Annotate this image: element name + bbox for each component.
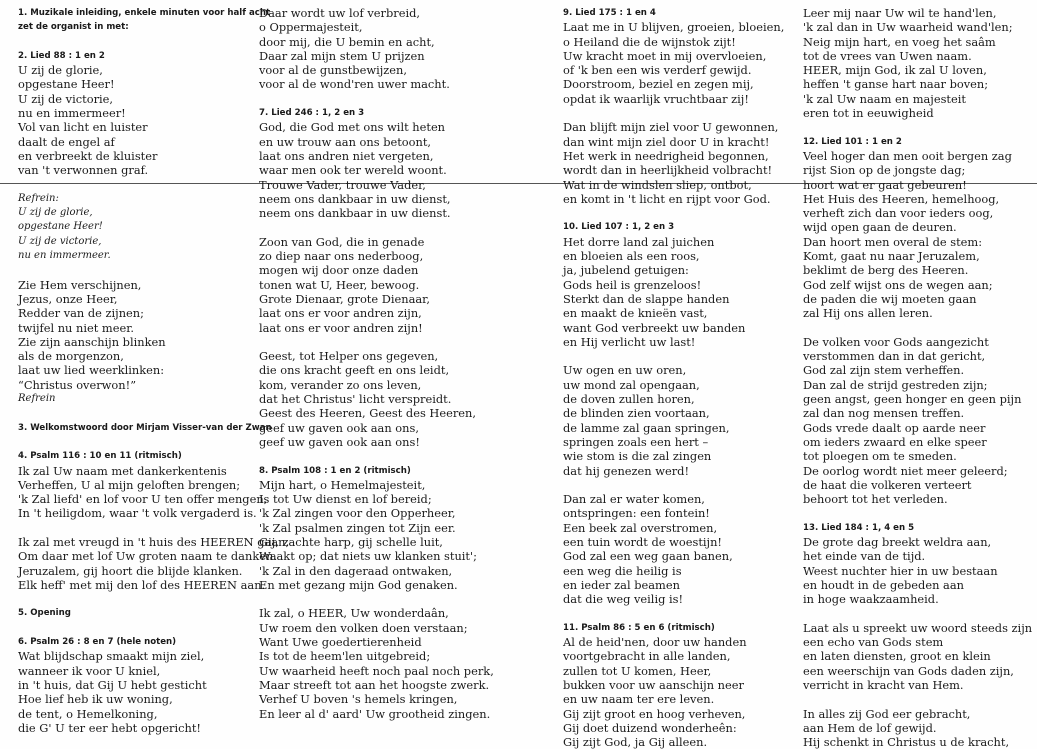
lyric-line: mogen wij door onze daden	[259, 263, 419, 278]
lyric-line: de doven zullen horen,	[563, 392, 695, 407]
lyric-line: Ik zal Uw naam met dankerkentenis	[18, 463, 227, 478]
lyric-line: geef uw gaven ook aan ons!	[259, 434, 420, 449]
lyric-line: laat uw lied weerklinken:	[18, 363, 165, 378]
lyric-line: God zal zijn stem verheffen.	[803, 363, 965, 378]
lyric-line: en maakt de knieën vast,	[563, 306, 708, 321]
line-gap	[259, 92, 494, 106]
section-heading: 11. Psalm 86 : 5 en 6 (ritmisch)	[563, 622, 715, 633]
lyric-line: laat ons er voor andren zijn!	[259, 320, 423, 335]
lyric-line: Zoon van God, die in genade	[259, 234, 425, 249]
lyric-line: Komt, gaat nu naar Jeruzalem,	[803, 249, 980, 264]
lyric-line: Hij schenkt in Christus u de kracht,	[803, 735, 1010, 749]
lyric-line: opdat ik waarlijk vruchtbaar zij!	[563, 91, 749, 106]
lyric-line: dat hij genezen werd!	[563, 463, 690, 478]
section-heading: 7. Lied 246 : 1, 2 en 3	[259, 108, 365, 119]
line-gap	[18, 178, 289, 192]
lyric-line: ontspringen: een fontein!	[563, 506, 710, 521]
line-gap	[803, 606, 1032, 620]
lyric-line: verheft zich dan voor ieders oog,	[803, 206, 994, 221]
lyric-line: In alles zij God eer gebracht,	[803, 706, 971, 721]
lyric-line: Mijn hart, o Hemelmajesteit,	[259, 477, 426, 492]
line-gap	[803, 120, 1032, 134]
lyric-line: bukken voor uw aanschijn neer	[563, 677, 744, 692]
lyric-line: twijfel nu niet meer.	[18, 320, 135, 335]
lyric-line: Refrein	[18, 393, 56, 405]
lyric-line: 'k Zal liefd' en lof voor U ten offer mengen,	[18, 492, 268, 507]
section-heading: 9. Lied 175 : 1 en 4	[563, 8, 656, 18]
line-gap	[259, 449, 494, 463]
lyric-line: nu en immermeer!	[18, 106, 126, 121]
lyric-line: Gij zijt groot en hoog verheven,	[563, 706, 746, 721]
lyric-line: Neig mijn hart, en voeg het saâm	[803, 34, 996, 49]
lyric-line: voortgebracht in alle landen,	[563, 649, 731, 664]
lyric-line: De oorlog wordt niet meer geleerd;	[803, 463, 1008, 478]
lyric-line: U zij de glorie,	[18, 207, 93, 219]
line-gap	[563, 106, 784, 120]
lyric-line: U zij de glorie,	[18, 63, 103, 78]
lyric-line: opgestane Heer!	[18, 77, 115, 92]
lyric-line: uw mond zal opengaan,	[563, 377, 700, 392]
lyric-line: laat ons er voor andren zijn,	[259, 306, 422, 321]
lyric-line: behoort tot het verleden.	[803, 492, 948, 507]
line-gap	[18, 621, 289, 635]
section-heading: 12. Lied 101 : 1 en 2	[803, 136, 902, 147]
lyric-line: dan wint mijn ziel door U in kracht!	[563, 134, 770, 149]
lyric-line: het einde van de tijd.	[803, 549, 926, 564]
lyric-line: neem ons dankbaar in uw dienst.	[259, 206, 451, 221]
lyric-line: Uw kracht moet in mij overvloeien,	[563, 48, 767, 63]
lyric-line: Weest nuchter hier in uw bestaan	[803, 563, 998, 578]
lyric-line: Vol van licht en luister	[18, 120, 148, 135]
lyric-line: voor al de wond'ren uwer macht.	[259, 77, 450, 92]
lyric-line: En met gezang mijn God genaken.	[259, 577, 458, 592]
lyric-line: Redder van de zijnen;	[18, 306, 144, 321]
line-gap	[259, 335, 494, 349]
line-gap	[563, 349, 784, 363]
lyric-line: wanneer ik voor U kniel,	[18, 663, 161, 678]
lyric-line: Om daar met lof Uw groten naam te danken.	[18, 549, 277, 564]
lyric-line: o Heiland die de wijnstok zijt!	[563, 34, 736, 49]
lyric-line: Leer mij naar Uw wil te hand'len,	[803, 6, 997, 20]
lyric-line: In 't heiligdom, waar 't volk vergaderd is.	[18, 506, 257, 521]
lyric-line: Al de heid'nen, door uw handen	[563, 635, 747, 650]
line-gap	[803, 506, 1032, 520]
lyric-line: Waakt op; dat niets uw klanken stuit';	[259, 549, 477, 564]
lyric-line: Gods heil is grenzeloos!	[563, 277, 702, 292]
lyric-line: 'k Zal psalmen zingen tot Zijn eer.	[259, 520, 456, 535]
line-gap	[563, 206, 784, 220]
lyric-line: neem ons dankbaar in uw dienst,	[259, 191, 451, 206]
lyric-line: Uw ogen en uw oren,	[563, 363, 687, 378]
line-gap	[18, 35, 289, 49]
lyric-line: of 'k ben een wis verderf gewijd.	[563, 63, 752, 78]
lyric-line: en uw trouw aan ons betoont,	[259, 134, 432, 149]
lyric-line: nu en immermeer.	[18, 250, 111, 262]
lyric-line: ja, jubelend getuigen:	[563, 263, 689, 278]
lyric-line: tot ploegen om te smeden.	[803, 449, 957, 464]
lyric-line: en ieder zal beamen	[563, 577, 680, 592]
section-heading: 13. Lied 184 : 1, 4 en 5	[803, 522, 915, 533]
section-heading: zet de organist in met:	[18, 22, 129, 33]
lyric-line: daalt de engel af	[18, 134, 115, 149]
lyric-line: Geest des Heeren, Geest des Heeren,	[259, 406, 476, 421]
lyric-line: God zelf wijst ons de wegen aan;	[803, 277, 993, 292]
lyric-line: Doorstroom, beziel en zegen mij,	[563, 77, 754, 92]
lyric-line: tonen wat U, Heer, bewoog.	[259, 277, 420, 292]
line-gap	[18, 406, 289, 420]
lyric-line: Zie zijn aanschijn blinken	[18, 334, 166, 349]
lyric-line: “Christus overwon!”	[18, 377, 137, 392]
line-gap	[803, 321, 1032, 335]
lyric-line: Refrein:	[18, 192, 59, 204]
lyric-line: de haat die volkeren verteert	[803, 477, 972, 492]
lyric-line: Trouwe Vader, trouwe Vader,	[259, 177, 426, 192]
lyric-line: Het werk in needrigheid begonnen,	[563, 148, 769, 163]
lyric-line: die ons kracht geeft en ons leidt,	[259, 363, 450, 378]
lyric-line: springen zoals een hert –	[563, 434, 709, 449]
lyric-line: Hoe lief heb ik uw woning,	[18, 692, 173, 707]
lyric-line: Het Huis des Heeren, hemelhoog,	[803, 191, 1000, 206]
lyric-line: door mij, die U bemin en acht,	[259, 34, 435, 49]
lyric-line: opgestane Heer!	[18, 221, 103, 233]
lyric-line: God zal een weg gaan banen,	[563, 549, 733, 564]
lyric-line: De volken voor Gods aangezicht	[803, 334, 989, 349]
lyric-line: De grote dag breekt weldra aan,	[803, 534, 992, 549]
lyric-line: en verbreekt de kluister	[18, 148, 158, 163]
lyric-line: Elk heff' met mij den lof des HEEREN aan.	[18, 577, 266, 592]
lyric-line: zullen tot U komen, Heer,	[563, 663, 712, 678]
section-heading: 10. Lied 107 : 1, 2 en 3	[563, 222, 675, 233]
lyric-line: tot de vrees van Uwen naam.	[803, 48, 972, 63]
lyric-line: God, die God met ons wilt heten	[259, 120, 446, 135]
section-heading: 6. Psalm 26 : 8 en 7 (hele noten)	[18, 637, 177, 648]
lyric-line: van 't verwonnen graf.	[18, 163, 149, 178]
lyric-line: verricht in kracht van Hem.	[803, 677, 964, 692]
lyric-line: in hoge waakzaamheid.	[803, 592, 939, 607]
lyric-line: eren tot in eeuwigheid	[803, 106, 934, 121]
line-gap	[18, 521, 289, 535]
lyric-line: Dan zal de strijd gestreden zijn;	[803, 377, 988, 392]
lyric-line: een weg die heilig is	[563, 563, 682, 578]
section-heading: 1. Muzikale inleiding, enkele minuten voor half acht	[18, 8, 271, 18]
lyric-line: de blinden zien voortaan,	[563, 406, 710, 421]
lyric-line: wie stom is die zal zingen	[563, 449, 712, 464]
lyric-line: een weerschijn van Gods daden zijn,	[803, 663, 1014, 678]
lyric-line: want God verbreekt uw banden	[563, 320, 746, 335]
lyric-line: zal dan nog mensen treffen.	[803, 406, 965, 421]
lyric-line: Ik zal met vreugd in 't huis des HEEREN gaan,	[18, 534, 290, 549]
lyric-line: 'k zal Uw naam en majesteit	[803, 91, 966, 106]
section-heading: 3. Welkomstwoord door Mirjam Visser-van der Zwan	[18, 422, 272, 433]
lyric-line: Gij doet duizend wonderheên:	[563, 720, 737, 735]
lyric-line: Veel hoger dan men ooit bergen zag	[803, 148, 1012, 163]
lyric-line: Dan zal er water komen,	[563, 492, 705, 507]
section-heading: 4. Psalm 116 : 10 en 11 (ritmisch)	[18, 451, 182, 462]
section-heading: 5. Opening	[18, 608, 71, 619]
lyric-line: 'k zal dan in Uw waarheid wand'len;	[803, 20, 1013, 35]
lyric-line: zo diep naar ons nederboog,	[259, 249, 424, 264]
lyric-line: Want Uwe goedertierenheid	[259, 635, 422, 650]
lyric-line: hoort wat er gaat gebeuren!	[803, 177, 967, 192]
line-gap	[803, 692, 1032, 706]
section-heading: 8. Psalm 108 : 1 en 2 (ritmisch)	[259, 465, 411, 476]
lyric-line: en bloeien als een roos,	[563, 249, 700, 264]
lyric-line: de paden die wij moeten gaan	[803, 291, 977, 306]
lyric-line: Geest, tot Helper ons gegeven,	[259, 349, 439, 364]
lyric-line: Het dorre land zal juichen	[563, 234, 715, 249]
lyric-line: de tent, o Hemelkoning,	[18, 706, 158, 721]
lyric-line: Grote Dienaar, grote Dienaar,	[259, 291, 430, 306]
lyric-line: Uw roem den volken doen verstaan;	[259, 620, 468, 635]
lyric-line: Daar zal mijn stem U prijzen	[259, 48, 425, 63]
lyric-line: o Oppermajesteit,	[259, 20, 363, 35]
lyric-line: Maar streeft tot aan het hoogste zwerk.	[259, 677, 490, 692]
lyric-line: en houdt in de gebeden aan	[803, 577, 964, 592]
lyric-line: Verhef U boven 's hemels kringen,	[259, 692, 458, 707]
lyric-line: waar men ook ter wereld woont.	[259, 163, 447, 178]
lyric-line: een echo van Gods stem	[803, 635, 944, 650]
lyric-line: geen angst, geen honger en geen pijn	[803, 392, 1022, 407]
column-4	[803, 6, 1032, 749]
line-gap	[18, 263, 289, 277]
lyric-line: verstommen dan in dat gericht,	[803, 349, 986, 364]
lyric-line: Laat als u spreekt uw woord steeds zijn	[803, 620, 1033, 635]
lyric-line: een tuin wordt de woestijn!	[563, 534, 723, 549]
lyric-line: dat het Christus' licht verspreidt.	[259, 392, 452, 407]
lyric-line: laat ons andren niet vergeten,	[259, 148, 434, 163]
lyric-line: en komt in 't licht en rijpt voor God.	[563, 191, 771, 206]
lyric-line: rijst Sion op de jongste dag;	[803, 163, 966, 178]
lyric-line: U zij de victorie,	[18, 91, 114, 106]
lyric-line: Zie Hem verschijnen,	[18, 277, 142, 292]
lyric-line: wijd open gaan de deuren.	[803, 220, 957, 235]
lyric-line: Is tot Uw dienst en lof bereid;	[259, 492, 432, 507]
line-gap	[18, 435, 289, 449]
lyric-line: en laten diensten, groot en klein	[803, 649, 991, 664]
lyric-line: En leer al d' aard' Uw grootheid zingen.	[259, 706, 491, 721]
lyric-line: Sterkt dan de slappe handen	[563, 291, 730, 306]
lyric-line: Jezus, onze Heer,	[18, 291, 118, 306]
lyric-line: de lamme zal gaan springen,	[563, 420, 730, 435]
lyric-line: om ieders zwaard en elke speer	[803, 434, 987, 449]
column-2	[259, 6, 494, 721]
line-gap	[563, 478, 784, 492]
lyric-line: aan Hem de lof gewijd.	[803, 720, 937, 735]
lyric-line: Een beek zal overstromen,	[563, 520, 718, 535]
lyric-line: Laat me in U blijven, groeien, bloeien,	[563, 20, 785, 35]
lyric-line: Uw waarheid heeft noch paal noch perk,	[259, 663, 494, 678]
lyric-line: Wat in de windslen sliep, ontbot,	[563, 177, 752, 192]
lyric-line: wordt dan in heerlijkheid volbracht!	[563, 163, 773, 178]
lyric-line: Is tot de heem'len uitgebreid;	[259, 649, 431, 664]
lyric-line: heffen 't ganse hart naar boven;	[803, 77, 989, 92]
lyric-line: geef uw gaven ook aan ons,	[259, 420, 419, 435]
lyric-line: HEER, mijn God, ik zal U loven,	[803, 63, 987, 78]
lyric-line: 'k Zal in den dageraad ontwaken,	[259, 563, 453, 578]
lyric-line: U zij de victorie,	[18, 235, 102, 247]
lyric-line: Jeruzalem, gij hoort die blijde klanken.	[18, 563, 243, 578]
lyric-line: zal Hij ons allen leren.	[803, 306, 933, 321]
lyric-line: Wat blijdschap smaakt mijn ziel,	[18, 649, 205, 664]
lyric-line: Gij, zachte harp, gij schelle luit,	[259, 534, 443, 549]
section-heading: 2. Lied 88 : 1 en 2	[18, 50, 105, 61]
lyric-line: Gij zijt God, ja Gij alleen.	[563, 735, 708, 749]
lyric-line: beklimt de berg des Heeren.	[803, 263, 969, 278]
line-gap	[563, 606, 784, 620]
lyric-line: in 't huis, dat Gij U hebt gesticht	[18, 677, 207, 692]
line-gap	[259, 220, 494, 234]
lyric-line: die G' U ter eer hebt opgericht!	[18, 720, 202, 735]
lyric-line: en Hij verlicht uw last!	[563, 334, 696, 349]
lyric-line: Verheffen, U al mijn geloften brengen;	[18, 477, 241, 492]
line-gap	[259, 592, 494, 606]
column-1	[18, 6, 289, 735]
lyric-line: Dan hoort men overal de stem:	[803, 234, 983, 249]
lyric-line: voor al de gunstbewijzen,	[259, 63, 407, 78]
lyric-line: kom, verander zo ons leven,	[259, 377, 422, 392]
lyric-line: als de morgenzon,	[18, 349, 124, 364]
lyric-line: Dan blijft mijn ziel voor U gewonnen,	[563, 120, 779, 135]
column-3	[563, 6, 784, 749]
lyric-line: dat die weg veilig is!	[563, 592, 684, 607]
line-gap	[18, 592, 289, 606]
lyric-line: 'k Zal zingen voor den Opperheer,	[259, 506, 456, 521]
lyric-line: Gods vrede daalt op aarde neer	[803, 420, 986, 435]
lyric-line: Daar wordt uw lof verbreid,	[259, 6, 421, 20]
lyric-line: en uw naam ter ere leven.	[563, 692, 715, 707]
lyric-line: Ik zal, o HEER, Uw wonderdaân,	[259, 606, 449, 621]
